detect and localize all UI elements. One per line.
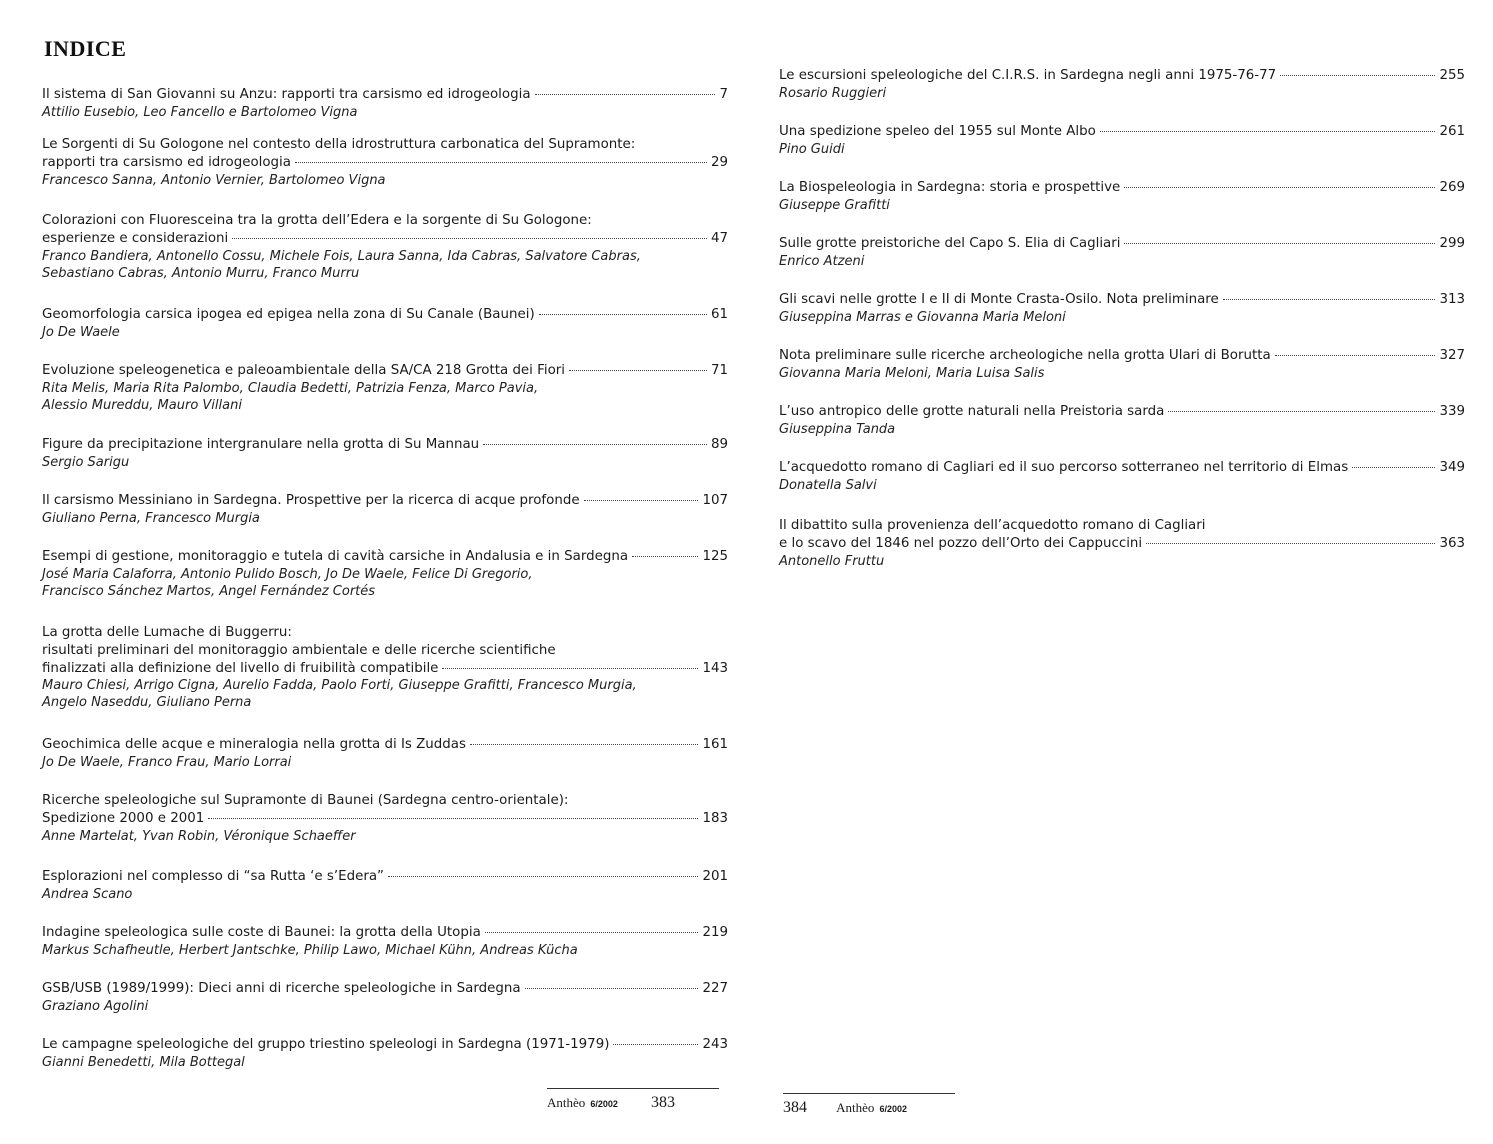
toc-entry: [42, 86, 728, 121]
entry-title-line: Colorazioni con Fluoresceina tra la grotta dell’Edera e la sorgente di Su Gologone:: [42, 213, 592, 228]
dot-leader: [1146, 543, 1435, 544]
entry-title-row: [42, 660, 728, 678]
entry-authors: Francisco Sánchez Martos, Angel Fernández Cortés: [42, 583, 376, 599]
entry-title-line: Nota preliminare sulle ricerche archeologiche nella grotta Ulari di Borutta: [779, 348, 1271, 363]
entry-authors: Giovanna Maria Meloni, Maria Luisa Salis: [779, 365, 1045, 381]
entry-page-number: 243: [702, 1037, 728, 1052]
entry-title-row: [779, 291, 1465, 309]
entry-page-number: 313: [1439, 292, 1465, 307]
dot-leader: [388, 876, 698, 877]
entry-title-line: Indagine speleologica sulle coste di Baunei: la grotta della Utopia: [42, 925, 481, 940]
entry-title-row: [779, 459, 1465, 477]
dot-leader: [295, 162, 707, 163]
toc-entry: [779, 123, 1465, 158]
entry-title-line: Il sistema di San Giovanni su Anzu: rapporti tra carsismo ed idrogeologia: [42, 87, 531, 102]
entry-authors: Rosario Ruggieri: [779, 85, 887, 101]
entry-title-row: [42, 86, 728, 104]
entry-title-line: La Biospeleologia in Sardegna: storia e prospettive: [779, 180, 1121, 195]
toc-entry: [779, 459, 1465, 494]
entry-title-row: [779, 179, 1465, 197]
entry-page-number: 125: [702, 549, 728, 564]
entry-authors: Rita Melis, Maria Rita Palombo, Claudia Bedetti, Patrizia Fenza, Marco Pavia,: [42, 380, 539, 396]
dot-leader: [525, 988, 699, 989]
entry-page-number: 107: [702, 493, 728, 508]
entry-title-row: [779, 535, 1465, 553]
entry-title-row: [42, 810, 728, 828]
toc-entry: [42, 436, 728, 471]
dot-leader: [483, 444, 707, 445]
entry-title-row: [42, 436, 728, 454]
entry-page-number: 261: [1439, 124, 1465, 139]
entry-title-line: Esplorazioni nel complesso di “sa Rutta ‘e s’Edera”: [42, 869, 384, 884]
footer-right: [783, 1093, 955, 1117]
dot-leader: [485, 932, 699, 933]
entry-authors: Alessio Mureddu, Mauro Villani: [42, 397, 242, 413]
entry-page-number: 71: [710, 363, 728, 378]
toc-entry: [42, 624, 728, 711]
dot-leader: [1280, 75, 1435, 76]
entry-title-line: La grotta delle Lumache di Buggerru:: [42, 625, 292, 640]
entry-page-number: 47: [710, 230, 728, 246]
toc-entry: [42, 980, 728, 1015]
journal-issue: 6/2002: [879, 1104, 907, 1114]
toc-entry: [42, 306, 728, 341]
toc-entry: [779, 179, 1465, 214]
entry-authors: Mauro Chiesi, Arrigo Cigna, Aurelio Fadda, Paolo Forti, Giuseppe Grafitti, Francesco Murgia,: [42, 678, 637, 694]
entry-title-line: esperienze e considerazioni: [42, 230, 229, 246]
toc-entry: [42, 492, 728, 527]
dot-leader: [470, 744, 698, 745]
entry-title-line: L’uso antropico delle grotte naturali nella Preistoria sarda: [779, 404, 1165, 419]
entry-title-line: Sulle grotte preistoriche del Capo S. Elia di Cagliari: [779, 236, 1121, 251]
dot-leader: [584, 500, 699, 501]
entry-title-row: [42, 230, 728, 248]
entry-title-line: Gli scavi nelle grotte I e II di Monte Crasta-Osilo. Nota preliminare: [779, 292, 1219, 307]
entry-title-row: [779, 67, 1465, 85]
dot-leader: [1352, 467, 1435, 468]
entry-title-row: [42, 1036, 728, 1054]
journal-name: Anthèo: [547, 1095, 586, 1110]
entry-page-number: 227: [702, 981, 728, 996]
entry-page-number: 143: [702, 660, 728, 676]
dot-leader: [1168, 411, 1435, 412]
dot-leader: [1223, 299, 1436, 300]
entry-title-row: [42, 154, 728, 172]
entry-authors: Donatella Salvi: [779, 477, 877, 493]
entry-title-row: [779, 235, 1465, 253]
entry-title-row: [42, 492, 728, 510]
entry-title-line: Il dibattito sulla provenienza dell’acquedotto romano di Cagliari: [779, 518, 1206, 533]
entry-title-row: [42, 362, 728, 380]
entry-page-number: 349: [1439, 460, 1465, 475]
entry-title-line: Una spedizione speleo del 1955 sul Monte Albo: [779, 124, 1096, 139]
entry-page-number: 29: [710, 154, 728, 170]
entry-title-row: [779, 347, 1465, 365]
entry-page-number: 363: [1439, 535, 1465, 551]
toc-entry: [42, 792, 728, 845]
entry-page-number: 269: [1439, 180, 1465, 195]
dot-leader: [539, 314, 707, 315]
entry-title-line: Le Sorgenti di Su Gologone nel contesto della idrostruttura carbonatica del Supramonte:: [42, 137, 636, 152]
entry-page-number: 299: [1439, 236, 1465, 251]
entry-page-number: 7: [719, 87, 728, 102]
dot-leader: [1124, 243, 1435, 244]
toc-entry: [42, 736, 728, 771]
page-number: 384: [783, 1099, 807, 1116]
entry-authors: Andrea Scano: [42, 886, 133, 902]
entry-title-line: Figure da precipitazione intergranulare nella grotta di Su Mannau: [42, 437, 480, 452]
dot-leader: [1275, 355, 1436, 356]
toc-entry: [779, 67, 1465, 102]
dot-leader: [535, 94, 716, 95]
entry-page-number: 89: [710, 437, 728, 452]
toc-entry: [779, 235, 1465, 270]
entry-authors: Antonello Fruttu: [779, 553, 885, 569]
entry-authors: Giuseppe Grafitti: [779, 197, 890, 213]
entry-title-line: risultati preliminari del monitoraggio ambientale e delle ricerche scientifiche: [42, 642, 556, 658]
entry-title-row: [42, 924, 728, 942]
entry-authors: Jo De Waele: [42, 324, 120, 340]
toc-entry: [779, 403, 1465, 438]
entry-title-row: [42, 868, 728, 886]
entry-title-line: rapporti tra carsismo ed idrogeologia: [42, 154, 291, 170]
entry-authors: Giuseppina Marras e Giovanna Maria Meloni: [779, 309, 1066, 325]
entry-title-row: [779, 123, 1465, 141]
entry-authors: Pino Guidi: [779, 141, 845, 157]
toc-entry: [42, 1036, 728, 1071]
entry-title-row: [42, 980, 728, 998]
entry-title-line: Evoluzione speleogenetica e paleoambientale della SA/CA 218 Grotta dei Fiori: [42, 363, 566, 378]
entry-title-line: finalizzati alla definizione del livello di fruibilità compatibile: [42, 660, 439, 676]
entry-authors: Attilio Eusebio, Leo Fancello e Bartolomeo Vigna: [42, 104, 358, 120]
toc-entry: [42, 924, 728, 959]
entry-page-number: 161: [702, 737, 728, 752]
dot-leader: [1100, 131, 1436, 132]
entry-authors: José Maria Calaforra, Antonio Pulido Bosch, Jo De Waele, Felice Di Gregorio,: [42, 566, 533, 582]
toc-entry: [42, 868, 728, 903]
entry-title-row: [779, 403, 1465, 421]
toc-entry: [42, 212, 728, 282]
entry-title-line: L’acquedotto romano di Cagliari ed il suo percorso sotterraneo nel territorio di Elmas: [779, 460, 1349, 475]
journal-name: Anthèo: [836, 1100, 875, 1115]
toc-entry: [42, 136, 728, 189]
entry-authors: Giuseppina Tanda: [779, 421, 896, 437]
dot-leader: [208, 818, 698, 819]
dot-leader: [1124, 187, 1435, 188]
journal-issue: 6/2002: [590, 1099, 618, 1109]
entry-authors: Jo De Waele, Franco Frau, Mario Lorrai: [42, 754, 292, 770]
entry-title-line: Geochimica delle acque e mineralogia nella grotta di Is Zuddas: [42, 737, 466, 752]
entry-authors: Graziano Agolini: [42, 998, 149, 1014]
entry-authors: Sebastiano Cabras, Antonio Murru, Franco Murru: [42, 265, 360, 281]
entry-title-row: [42, 736, 728, 754]
entry-authors: Enrico Atzeni: [779, 253, 865, 269]
entry-page-number: 339: [1439, 404, 1465, 419]
footer-left: [547, 1088, 719, 1112]
entry-authors: Angelo Naseddu, Giuliano Perna: [42, 695, 252, 711]
entry-title-line: Esempi di gestione, monitoraggio e tutela di cavità carsiche in Andalusia e in Sardegna: [42, 549, 629, 564]
entry-authors: Anne Martelat, Yvan Robin, Véronique Schaeffer: [42, 828, 356, 844]
toc-entry: [42, 362, 728, 414]
toc-entry: [42, 548, 728, 600]
entry-authors: Giuliano Perna, Francesco Murgia: [42, 510, 260, 526]
entry-page-number: 219: [702, 925, 728, 940]
entry-page-number: 327: [1439, 348, 1465, 363]
entry-title-line: Il carsismo Messiniano in Sardegna. Prospettive per la ricerca di acque profonde: [42, 493, 580, 508]
entry-title-line: GSB/USB (1989/1999): Dieci anni di ricerche speleologiche in Sardegna: [42, 981, 521, 996]
entry-title-line: Geomorfologia carsica ipogea ed epigea nella zona di Su Canale (Baunei): [42, 307, 535, 322]
dot-leader: [613, 1044, 698, 1045]
entry-title-row: [42, 548, 728, 566]
entry-authors: Markus Schafheutle, Herbert Jantschke, Philip Lawo, Michael Kühn, Andreas Kücha: [42, 942, 578, 958]
toc-entry: [779, 291, 1465, 326]
toc-entry: [779, 347, 1465, 382]
entry-page-number: 183: [702, 810, 728, 826]
entry-authors: Gianni Benedetti, Mila Bottegal: [42, 1054, 245, 1070]
dot-leader: [232, 238, 707, 239]
entry-title-line: Le campagne speleologiche del gruppo triestino speleologi in Sardegna (1971-1979): [42, 1037, 610, 1052]
entry-title-line: e lo scavo del 1846 nel pozzo dell’Orto dei Cappuccini: [779, 535, 1143, 551]
entry-authors: Francesco Sanna, Antonio Vernier, Bartolomeo Vigna: [42, 172, 386, 188]
dot-leader: [442, 668, 698, 669]
entry-title-line: Ricerche speleologiche sul Supramonte di Baunei (Sardegna centro-orientale):: [42, 793, 569, 808]
entry-authors: Franco Bandiera, Antonello Cossu, Michele Fois, Laura Sanna, Ida Cabras, Salvatore Cabras,: [42, 248, 641, 264]
entry-page-number: 201: [702, 869, 728, 884]
entry-title-line: Spedizione 2000 e 2001: [42, 810, 205, 826]
entry-page-number: 255: [1439, 68, 1465, 83]
toc-entry: [779, 517, 1465, 570]
dot-leader: [632, 556, 698, 557]
page-title: INDICE: [44, 36, 127, 61]
page-number: 383: [651, 1094, 675, 1111]
dot-leader: [569, 370, 707, 371]
entry-page-number: 61: [710, 307, 728, 322]
entry-authors: Sergio Sarigu: [42, 454, 130, 470]
entry-title-line: Le escursioni speleologiche del C.I.R.S. in Sardegna negli anni 1975-76-77: [779, 68, 1277, 83]
entry-title-row: [42, 306, 728, 324]
